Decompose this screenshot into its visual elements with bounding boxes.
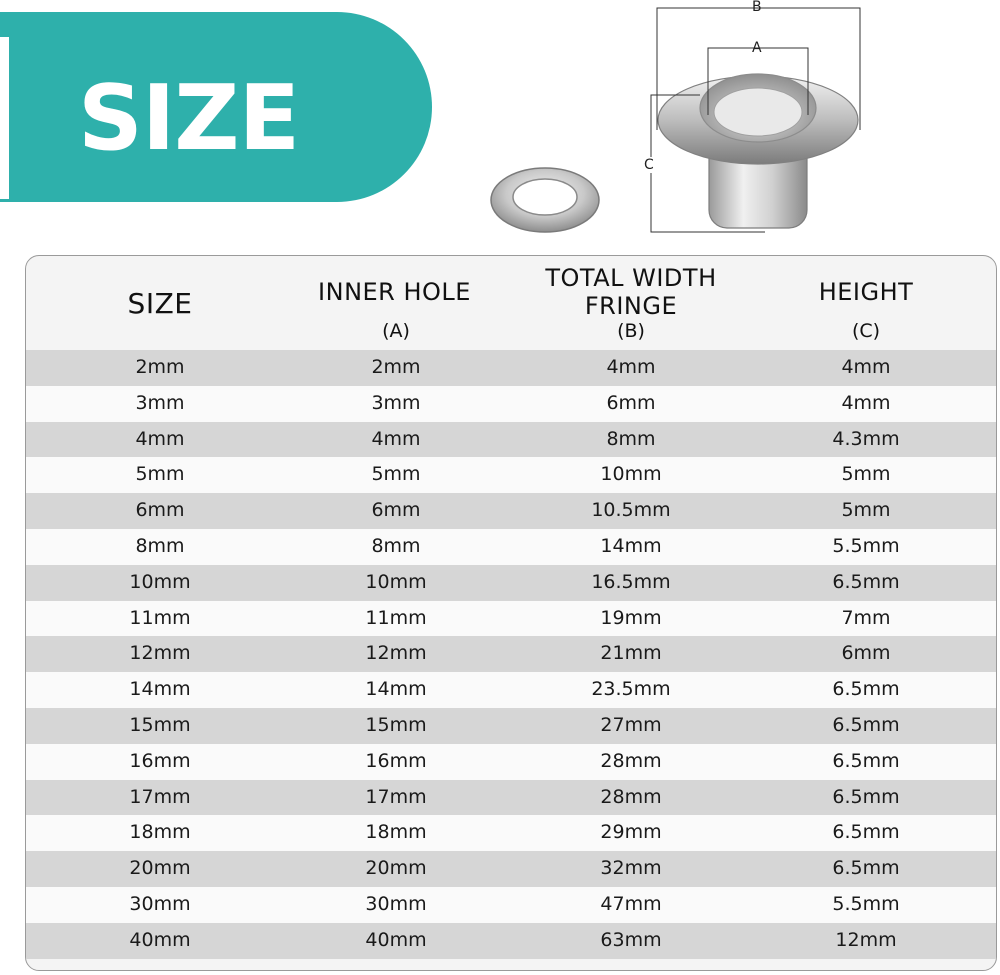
table-row	[26, 457, 996, 493]
size-table	[25, 255, 997, 971]
cell-total-width: 14mm	[600, 535, 662, 557]
cell-size: 40mm	[129, 928, 191, 951]
table-row	[26, 708, 996, 744]
cell-size: 10mm	[129, 570, 191, 593]
cell-inner-hole: 17mm	[365, 785, 427, 808]
cell-height: 6.5mm	[832, 570, 900, 593]
table-row	[26, 529, 996, 565]
washer-icon	[491, 168, 599, 232]
cell-height: 6mm	[841, 642, 891, 665]
cell-size: 17mm	[129, 785, 191, 808]
dimension-label-a: A	[752, 40, 762, 56]
dimension-lines	[651, 8, 860, 232]
cell-inner-hole: 16mm	[365, 749, 427, 772]
cell-inner-hole: 12mm	[365, 642, 427, 665]
cell-size: 3mm	[135, 391, 185, 414]
cell-size: 30mm	[129, 893, 191, 915]
cell-total-width: 23.5mm	[591, 678, 671, 701]
banner-accent-bar	[0, 37, 9, 199]
cell-height: 4mm	[841, 391, 891, 414]
cell-size: 20mm	[129, 857, 191, 880]
cell-inner-hole: 6mm	[371, 499, 421, 522]
cell-inner-hole: 20mm	[365, 857, 427, 880]
table-header	[26, 256, 996, 351]
cell-height: 4mm	[841, 356, 891, 378]
cell-total-width: 21mm	[600, 642, 662, 665]
dimension-label-b: B	[752, 0, 762, 15]
cell-inner-hole: 2mm	[371, 356, 421, 378]
table-row	[26, 601, 996, 637]
cell-height: 4.3mm	[832, 427, 900, 450]
cell-height: 6.5mm	[832, 857, 900, 880]
header-inner-hole-sub: (A)	[382, 320, 410, 342]
cell-inner-hole: 5mm	[371, 463, 421, 486]
header-total-width-fringe-sub: (B)	[617, 320, 645, 342]
table-row	[26, 493, 996, 529]
cell-inner-hole: 11mm	[365, 606, 427, 629]
size-banner	[0, 12, 432, 202]
cell-height: 6.5mm	[832, 785, 900, 808]
table-row	[26, 350, 996, 386]
cell-inner-hole: 15mm	[365, 714, 427, 736]
cell-height: 5.5mm	[832, 893, 900, 915]
header-size: SIZE	[127, 287, 193, 320]
cell-total-width: 10.5mm	[591, 499, 671, 522]
cell-total-width: 28mm	[600, 785, 662, 808]
cell-total-width: 16.5mm	[591, 570, 671, 593]
cell-total-width: 10mm	[600, 463, 662, 486]
header-height: HEIGHT	[818, 278, 914, 306]
cell-inner-hole: 30mm	[365, 893, 427, 915]
table-row	[26, 636, 996, 672]
cell-size: 15mm	[129, 714, 191, 736]
cell-size: 18mm	[129, 821, 191, 844]
table-row	[26, 815, 996, 851]
cell-height: 6.5mm	[832, 749, 900, 772]
cell-total-width: 47mm	[600, 893, 662, 915]
cell-height: 6.5mm	[832, 714, 900, 736]
cell-total-width: 4mm	[606, 356, 656, 378]
cell-total-width: 8mm	[606, 427, 656, 450]
cell-total-width: 27mm	[600, 714, 662, 736]
cell-size: 8mm	[135, 535, 185, 557]
cell-total-width: 32mm	[600, 857, 662, 880]
cell-inner-hole: 18mm	[365, 821, 427, 844]
table-row	[26, 672, 996, 708]
table-row	[26, 744, 996, 780]
cell-size: 4mm	[135, 427, 185, 450]
table-row	[26, 780, 996, 816]
table-row	[26, 887, 996, 923]
cell-size: 6mm	[135, 499, 185, 522]
cell-inner-hole: 10mm	[365, 570, 427, 593]
cell-size: 11mm	[129, 606, 191, 629]
cell-height: 6.5mm	[832, 678, 900, 701]
header-height-sub: (C)	[851, 320, 881, 342]
cell-inner-hole: 8mm	[371, 535, 421, 557]
table-row	[26, 923, 996, 959]
cell-height: 5.5mm	[832, 535, 900, 557]
cell-height: 12mm	[835, 928, 897, 951]
cell-inner-hole: 14mm	[365, 678, 427, 701]
header-total-width-fringe: TOTAL WIDTH FRINGE	[545, 264, 717, 320]
cell-total-width: 63mm	[600, 928, 662, 951]
header-inner-hole: INNER HOLE	[318, 278, 471, 306]
cell-height: 5mm	[841, 463, 891, 486]
dimension-label-c: C	[644, 157, 654, 173]
cell-height: 6.5mm	[832, 821, 900, 844]
cell-height: 5mm	[841, 499, 891, 522]
cell-inner-hole: 3mm	[371, 391, 421, 414]
table-row	[26, 565, 996, 601]
cell-size: 12mm	[129, 642, 191, 665]
table-row	[26, 386, 996, 422]
cell-total-width: 29mm	[600, 821, 662, 844]
cell-inner-hole: 40mm	[365, 928, 427, 951]
cell-total-width: 19mm	[600, 606, 662, 629]
cell-size: 2mm	[135, 356, 185, 378]
cell-total-width: 6mm	[606, 391, 656, 414]
cell-inner-hole: 4mm	[371, 427, 421, 450]
cell-total-width: 28mm	[600, 749, 662, 772]
cell-size: 5mm	[135, 463, 185, 486]
grommet-icon	[658, 74, 858, 228]
table-row	[26, 851, 996, 887]
cell-size: 14mm	[129, 678, 191, 701]
cell-size: 16mm	[129, 749, 191, 772]
table-row	[26, 422, 996, 458]
banner-title: SIZE	[78, 66, 300, 171]
cell-height: 7mm	[841, 606, 891, 629]
